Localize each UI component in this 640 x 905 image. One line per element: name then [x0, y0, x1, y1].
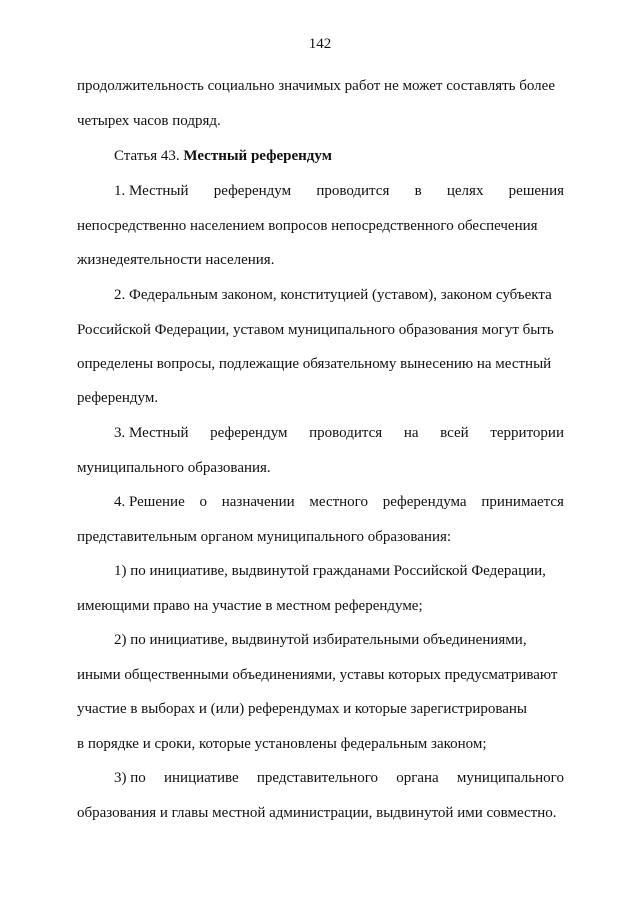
word: муниципального: [456, 770, 564, 786]
word: решения: [508, 183, 564, 199]
word: 1. Местный: [114, 183, 189, 199]
text-line-justified: [114, 424, 564, 442]
word: на: [403, 425, 419, 441]
text-line: муниципального образования.: [77, 460, 271, 476]
word: 4. Решение: [114, 494, 185, 510]
text-line: 1) по инициативе, выдвинутой гражданами Российской Федерации,: [114, 563, 546, 579]
word: референдум: [210, 425, 288, 441]
text-line: иными общественными объединениями, уставы которых предусматривают: [77, 667, 558, 683]
word: местного: [309, 494, 368, 510]
text-line: 2) по инициативе, выдвинутой избирательными объединениями,: [114, 632, 527, 648]
text-line: образования и главы местной администрации, выдвинутой ими совместно.: [77, 805, 557, 821]
text-line: 2. Федеральным законом, конституцией (уставом), законом субъекта: [114, 287, 552, 303]
word: референдума: [382, 494, 467, 510]
word: референдум: [213, 183, 292, 199]
word: 3) по: [114, 770, 146, 786]
text-line: референдум.: [77, 390, 159, 406]
text-line: в порядке и сроки, которые установлены федеральным законом;: [77, 736, 487, 752]
page-number: 142: [308, 36, 332, 52]
word: 3. Местный: [114, 425, 189, 441]
text-line-justified: [114, 493, 564, 511]
word: всей: [440, 425, 469, 441]
text-line: Российской Федерации, уставом муниципального образования могут быть: [77, 322, 554, 338]
word: территории: [490, 425, 564, 441]
article-heading: [114, 147, 332, 165]
word: проводится: [316, 183, 390, 199]
word: целях: [446, 183, 484, 199]
word: органа: [396, 770, 439, 786]
text-line: жизнедеятельности населения.: [77, 252, 275, 268]
article-number: Статья 43.: [114, 148, 184, 164]
text-line: непосредственно населением вопросов непосредственного обеспечения: [77, 218, 538, 234]
word: назначении: [221, 494, 295, 510]
text-line: имеющими право на участие в местном референдуме;: [77, 598, 423, 614]
text-line: четырех часов подряд.: [77, 113, 221, 129]
word: инициативе: [163, 770, 239, 786]
word: представительного: [256, 770, 378, 786]
text-line-content: продолжительность социально значимых работ не может составлять более: [77, 78, 555, 94]
text-line: представительным органом муниципального образования:: [77, 529, 452, 545]
word: в: [414, 183, 422, 199]
word: о: [199, 494, 207, 510]
word: принимается: [481, 494, 564, 510]
text-line-justified: [114, 769, 564, 787]
text-line: [77, 77, 564, 95]
text-line-justified: [114, 182, 564, 200]
text-line: участие в выборах и (или) референдумах и которые зарегистрированы: [77, 701, 528, 717]
word: проводится: [309, 425, 383, 441]
article-title: Местный референдум: [183, 148, 332, 164]
text-line: определены вопросы, подлежащие обязательному вынесению на местный: [77, 356, 552, 372]
